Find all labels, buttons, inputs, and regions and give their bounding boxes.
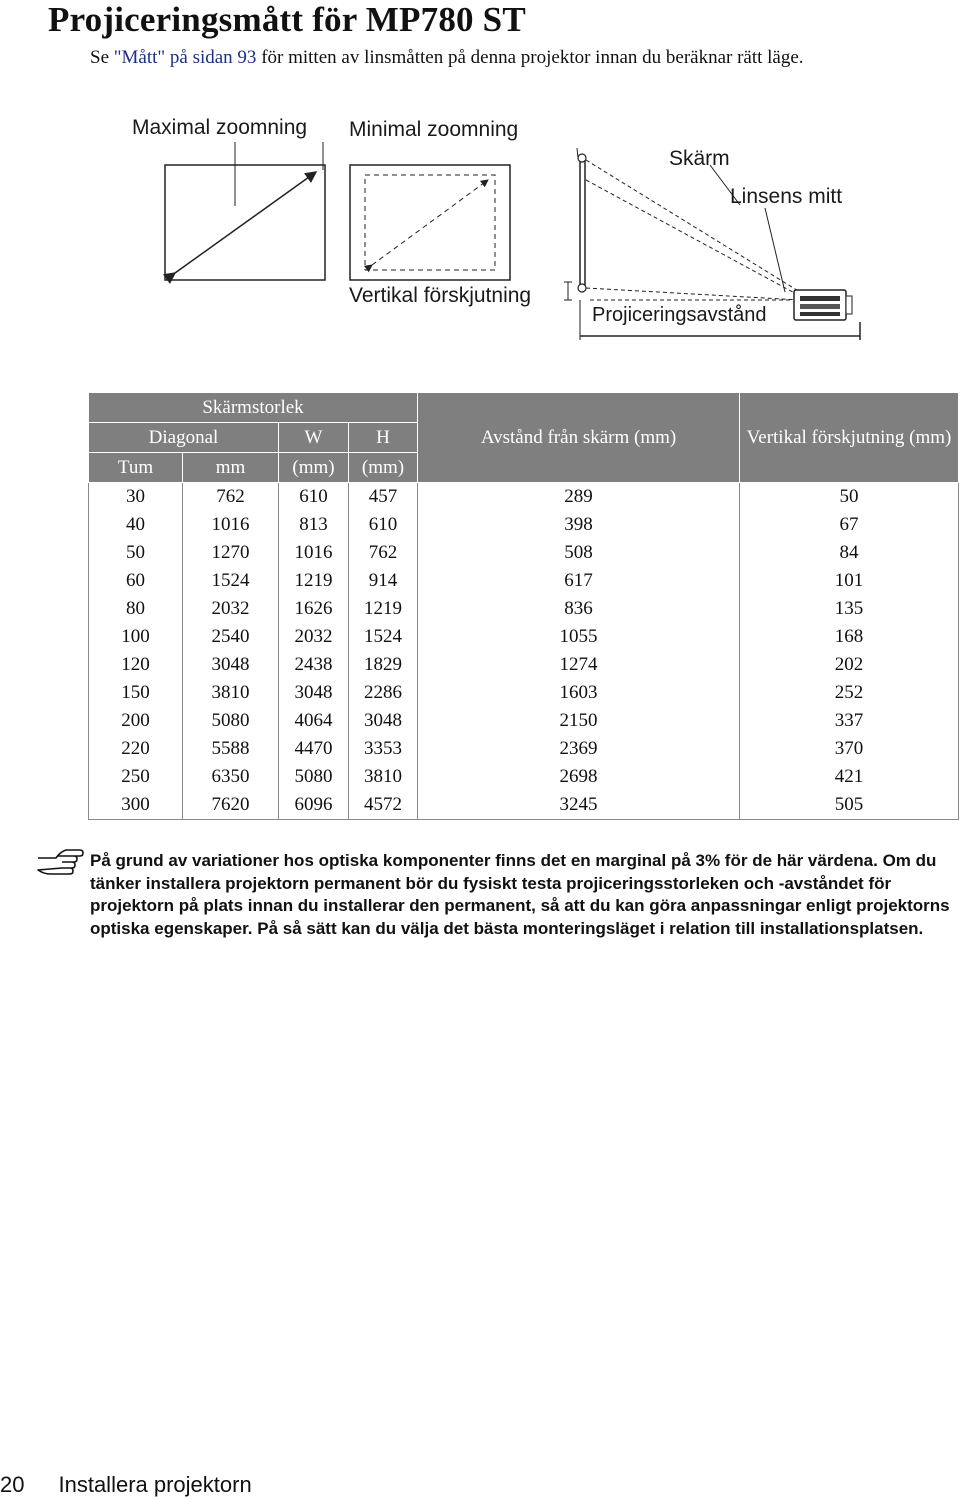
distance-cell: 2150 [418, 707, 740, 735]
projection-diagram [120, 110, 880, 360]
table-row [89, 679, 959, 707]
vertical-offset-header: Vertikal förskjutning (mm) [740, 393, 959, 483]
height-cell: 3353 [349, 735, 418, 763]
table-row [89, 735, 959, 763]
offset-cell: 202 [740, 651, 959, 679]
projection-dimensions-table [88, 392, 959, 820]
height-cell: 3810 [349, 763, 418, 791]
min-zoom-label: Minimal zoomning [349, 118, 519, 141]
inch-cell: 40 [89, 511, 183, 539]
offset-cell: 50 [740, 483, 959, 512]
height-cell: 610 [349, 511, 418, 539]
note-text: På grund av variationer hos optiska komponenter finns det en marginal på 3% för de här värdena. Om du tänker installera projektorn permanent bör du fysiskt testa projiceringsstorleken och -avståndet för projektorn på plats innan du installerar den permanent, så att du kan göra anpassningar enligt projektorns optiska egenskaper. På så sätt kan du välja det bästa monteringsläget i relation till installationsplatsen. [90, 851, 950, 938]
offset-cell: 252 [740, 679, 959, 707]
distance-cell: 3245 [418, 791, 740, 820]
offset-cell: 505 [740, 791, 959, 820]
height-cell: 1219 [349, 595, 418, 623]
distance-cell: 1603 [418, 679, 740, 707]
table-row [89, 595, 959, 623]
projection-distance-label: Projiceringsavstånd [592, 304, 767, 326]
mm-cell: 762 [183, 483, 279, 512]
inch-cell: 50 [89, 539, 183, 567]
page-title: Projiceringsmått för MP780 ST [48, 0, 526, 39]
offset-cell: 337 [740, 707, 959, 735]
table-row [89, 763, 959, 791]
height-cell: 1829 [349, 651, 418, 679]
inch-cell: 200 [89, 707, 183, 735]
mm-cell: 3048 [183, 651, 279, 679]
screen-label: Skärm [669, 147, 730, 170]
inch-cell: 120 [89, 651, 183, 679]
inch-cell: 220 [89, 735, 183, 763]
inch-cell: 80 [89, 595, 183, 623]
intro-text-start: Se [90, 47, 114, 68]
inch-cell: 30 [89, 483, 183, 512]
offset-cell: 421 [740, 763, 959, 791]
table-row [89, 539, 959, 567]
distance-cell: 1274 [418, 651, 740, 679]
inch-cell: 60 [89, 567, 183, 595]
mm-cell: 6350 [183, 763, 279, 791]
width-unit-header: (mm) [279, 453, 349, 483]
inch-cell: 250 [89, 763, 183, 791]
mm-cell: 3810 [183, 679, 279, 707]
distance-cell: 289 [418, 483, 740, 512]
inch-cell: 300 [89, 791, 183, 820]
width-cell: 813 [279, 511, 349, 539]
width-cell: 2438 [279, 651, 349, 679]
inch-cell: 100 [89, 623, 183, 651]
dimensions-link[interactable]: "Mått" på sidan 93 [113, 47, 257, 68]
table-row [89, 623, 959, 651]
inch-header: Tum [89, 453, 183, 483]
table-row [89, 483, 959, 512]
table-row [89, 567, 959, 595]
distance-cell: 836 [418, 595, 740, 623]
width-cell: 4470 [279, 735, 349, 763]
offset-cell: 101 [740, 567, 959, 595]
mm-cell: 5588 [183, 735, 279, 763]
intro-text-end: för mitten av linsmåtten på denna projektor innan du beräknar rätt läge. [256, 47, 804, 68]
height-cell: 1524 [349, 623, 418, 651]
vertical-offset-label: Vertikal förskjutning [349, 284, 532, 307]
height-cell: 762 [349, 539, 418, 567]
mm-cell: 7620 [183, 791, 279, 820]
height-cell: 2286 [349, 679, 418, 707]
offset-cell: 370 [740, 735, 959, 763]
mm-cell: 5080 [183, 707, 279, 735]
width-header: W [279, 423, 349, 453]
offset-cell: 168 [740, 623, 959, 651]
page-footer [0, 1472, 252, 1498]
distance-cell: 508 [418, 539, 740, 567]
mm-cell: 2540 [183, 623, 279, 651]
distance-cell: 617 [418, 567, 740, 595]
projector-icon [794, 290, 860, 340]
pointing-hand-icon [36, 846, 84, 876]
width-cell: 4064 [279, 707, 349, 735]
distance-cell: 1055 [418, 623, 740, 651]
page-number: 20 [0, 1472, 25, 1497]
lens-center-label: Linsens mitt [730, 185, 843, 208]
width-cell: 3048 [279, 679, 349, 707]
width-cell: 1626 [279, 595, 349, 623]
height-header: H [349, 423, 418, 453]
width-cell: 5080 [279, 763, 349, 791]
distance-cell: 2369 [418, 735, 740, 763]
mm-cell: 1524 [183, 567, 279, 595]
height-unit-header: (mm) [349, 453, 418, 483]
section-title: Installera projektorn [58, 1472, 252, 1497]
mm-cell: 2032 [183, 595, 279, 623]
intro-paragraph [90, 46, 950, 70]
diagonal-header: Diagonal [89, 423, 279, 453]
width-cell: 610 [279, 483, 349, 512]
table-row [89, 511, 959, 539]
height-cell: 3048 [349, 707, 418, 735]
distance-cell: 398 [418, 511, 740, 539]
screen-size-header: Skärmstorlek [89, 393, 418, 423]
inch-cell: 150 [89, 679, 183, 707]
mm-header: mm [183, 453, 279, 483]
offset-cell: 84 [740, 539, 959, 567]
min-zoom-screen [323, 142, 510, 280]
mm-cell: 1270 [183, 539, 279, 567]
table-row [89, 651, 959, 679]
distance-header: Avstånd från skärm (mm) [418, 393, 740, 483]
width-cell: 1219 [279, 567, 349, 595]
max-zoom-screen [165, 142, 325, 280]
height-cell: 914 [349, 567, 418, 595]
width-cell: 6096 [279, 791, 349, 820]
width-cell: 1016 [279, 539, 349, 567]
width-cell: 2032 [279, 623, 349, 651]
offset-cell: 67 [740, 511, 959, 539]
offset-cell: 135 [740, 595, 959, 623]
table-row [89, 707, 959, 735]
max-zoom-label: Maximal zoomning [132, 116, 308, 139]
mm-cell: 1016 [183, 511, 279, 539]
height-cell: 4572 [349, 791, 418, 820]
distance-cell: 2698 [418, 763, 740, 791]
height-cell: 457 [349, 483, 418, 512]
table-row [89, 791, 959, 820]
